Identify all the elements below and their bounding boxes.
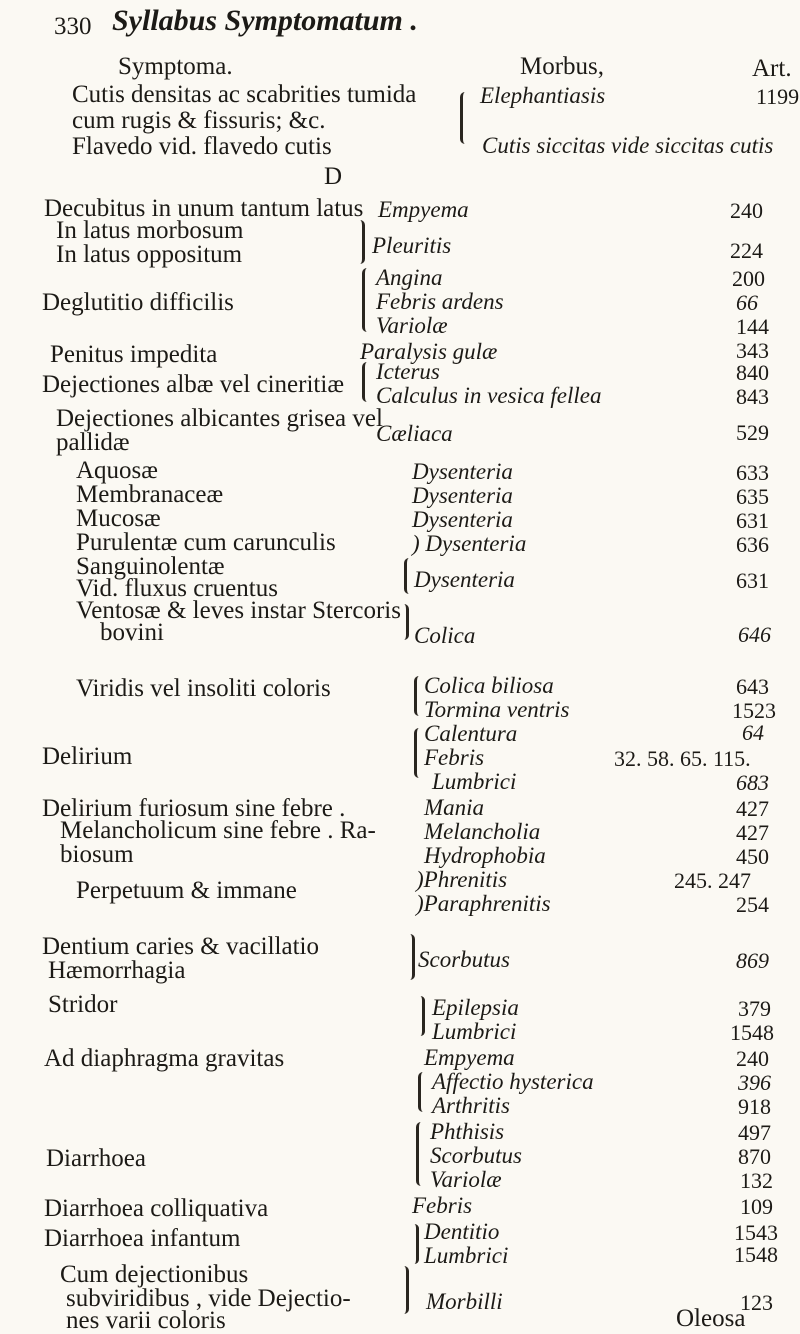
symptom-subviridibus: subviridibus , vide Dejectio- <box>66 1285 351 1312</box>
symptom-perpetuum: Perpetuum & immane <box>76 877 297 904</box>
disease-dysenteria: Dysenteria <box>412 507 513 532</box>
disease-variolae: Variolæ <box>430 1167 502 1192</box>
disease-elephantiasis: Elephantiasis <box>480 83 606 108</box>
art-number: 343 <box>736 338 769 363</box>
disease-lumbrici: Lumbrici <box>432 1019 517 1044</box>
art-number: 32. 58. 65. 115. <box>614 746 751 771</box>
art-number: 646 <box>738 622 771 647</box>
art-number: 840 <box>736 360 769 385</box>
symptom-melancholicum: Melancholicum sine febre . Ra- <box>60 817 376 844</box>
art-number: 200 <box>732 266 765 291</box>
disease-icterus: Icterus <box>376 359 440 384</box>
disease-melancholia: Melancholia <box>424 819 541 844</box>
symptom-diaphragma: Ad diaphragma gravitas <box>44 1045 285 1072</box>
symptom-cum-dejectionibus: Cum dejectionibus <box>60 1261 249 1288</box>
symptom-dejectiones-albicantes: Dejectiones albicantes grisea vel <box>56 405 383 432</box>
art-number: 1548 <box>730 1020 774 1045</box>
art-number: 123 <box>740 1290 773 1315</box>
symptom-stridor: Stridor <box>48 991 118 1018</box>
disease-angina: Angina <box>376 265 443 290</box>
symptom-varii-coloris: nes varii coloris <box>66 1307 226 1334</box>
disease-affectio-hysterica: Affectio hysterica <box>432 1069 594 1094</box>
disease-paraphrenitis: )Paraphrenitis <box>416 891 551 916</box>
art-number: 683 <box>736 770 769 795</box>
art-number: 633 <box>736 460 769 485</box>
art-number: 396 <box>738 1070 771 1095</box>
disease-calculus: Calculus in vesica fellea <box>376 383 602 408</box>
disease-febris: Febris <box>412 1193 473 1218</box>
disease-phthisis: Phthisis <box>430 1119 505 1144</box>
art-number: 240 <box>736 1046 769 1071</box>
symptom-viridis: Viridis vel insoliti coloris <box>76 675 331 702</box>
brace <box>416 1122 429 1186</box>
art-number: 869 <box>736 948 769 973</box>
art-number: 144 <box>736 314 769 339</box>
symptom-dejectiones-albae: Dejectiones albæ vel cineritiæ <box>42 371 344 398</box>
disease-dentitio: Dentitio <box>424 1219 500 1244</box>
art-number: 643 <box>736 674 769 699</box>
art-number: 497 <box>738 1120 771 1145</box>
symptom-sanguinolentae: Sanguinolentæ <box>76 553 225 580</box>
brace <box>418 1072 429 1112</box>
disease-colica-biliosa: Colica biliosa <box>424 673 554 698</box>
catchword: Oleosa <box>676 1305 746 1332</box>
art-number: 66 <box>736 290 758 315</box>
disease-dysenteria: Dysenteria <box>412 483 513 508</box>
brace <box>410 1224 419 1264</box>
disease-lumbrici: Lumbrici <box>432 769 517 794</box>
brace <box>398 1266 409 1314</box>
disease-scorbutus: Scorbutus <box>430 1143 522 1168</box>
art-number: 109 <box>740 1194 773 1219</box>
art-number: 918 <box>738 1094 771 1119</box>
art-number: 254 <box>736 892 769 917</box>
art-number: 224 <box>730 238 763 263</box>
symptom-diarrhoea-infantum: Diarrhoea infantum <box>44 1225 241 1252</box>
brace <box>362 362 375 402</box>
art-number: 529 <box>736 420 769 445</box>
symptom-flavedo: Flavedo vid. flavedo cutis <box>72 133 332 160</box>
running-title: Syllabus Symptomatum . <box>112 4 418 37</box>
symptom-latus-oppositum: In latus oppositum <box>56 241 243 268</box>
brace <box>362 268 375 332</box>
symptom-purulentae: Purulentæ cum carunculis <box>76 529 336 556</box>
symptom-haemorrhagia: Hæmorrhagia <box>48 957 186 984</box>
brace <box>460 92 473 144</box>
disease-phrenitis: )Phrenitis <box>416 867 508 892</box>
art-number: 1543 <box>734 1220 778 1245</box>
art-number: 631 <box>736 568 769 593</box>
disease-pleuritis: Pleuritis <box>372 233 452 258</box>
disease-caeliaca: Cæliaca <box>376 421 453 446</box>
art-number: 64 <box>742 720 764 745</box>
disease-empyema: Empyema <box>424 1045 515 1070</box>
art-number: 870 <box>738 1144 771 1169</box>
symptom-diarrhoea: Diarrhoea <box>46 1145 146 1172</box>
art-number: 635 <box>736 484 769 509</box>
symptom-latus-morbosum: In latus morbosum <box>56 217 244 244</box>
symptom-delirium: Delirium <box>42 743 133 770</box>
disease-hydrophobia: Hydrophobia <box>424 843 546 868</box>
disease-cutis-siccitas: Cutis siccitas vide siccitas cutis <box>482 133 774 158</box>
disease-febris: Febris <box>424 745 485 770</box>
art-number: 427 <box>736 820 769 845</box>
section-letter: D <box>324 163 343 190</box>
symptom-cutis-densitas: Cutis densitas ac scabrities tumida <box>72 81 417 108</box>
symptom-dentium-caries: Dentium caries & vacillatio <box>42 933 319 960</box>
brace <box>354 220 365 264</box>
disease-morbilli: Morbilli <box>426 1289 503 1314</box>
disease-febris-ardens: Febris ardens <box>376 289 504 314</box>
art-number: 240 <box>730 198 763 223</box>
disease-colica: Colica <box>414 623 476 648</box>
art-number: 636 <box>736 532 769 557</box>
art-number: 843 <box>736 384 769 409</box>
column-heading-disease: Morbus, <box>520 53 605 80</box>
art-number: 245. 247 <box>674 868 751 893</box>
disease-variolae: Variolæ <box>376 313 448 338</box>
symptom-bovini: bovini <box>100 619 164 646</box>
disease-dysenteria: Dysenteria <box>414 567 515 592</box>
brace <box>404 934 415 980</box>
symptom-decubitus: Decubitus in unum tantum latus <box>44 195 364 222</box>
symptom-pallidae: pallidæ <box>56 429 130 456</box>
art-number: 379 <box>738 996 771 1021</box>
symptom-penitus-impedita: Penitus impedita <box>50 341 218 368</box>
brace <box>398 604 409 640</box>
disease-dysenteria: ) Dysenteria <box>412 531 527 556</box>
column-heading-symptom: Symptoma. <box>118 53 233 80</box>
disease-scorbutus: Scorbutus <box>418 947 510 972</box>
art-number: 427 <box>736 796 769 821</box>
symptom-membranaceae: Membranaceæ <box>76 481 224 508</box>
symptom-rabiosum: biosum <box>60 841 134 868</box>
disease-arthritis: Arthritis <box>432 1093 510 1118</box>
disease-dysenteria: Dysenteria <box>412 459 513 484</box>
page-number: 330 <box>54 13 92 40</box>
art-number: 1523 <box>732 698 776 723</box>
column-heading-art: Art. <box>752 55 792 82</box>
art-number: 1199 <box>756 84 800 109</box>
disease-tormina-ventris: Tormina ventris <box>424 697 570 722</box>
symptom-deglutitio: Deglutitio difficilis <box>42 289 234 316</box>
art-number: 1548 <box>734 1242 778 1267</box>
symptom-diarrhoea-colliquativa: Diarrhoea colliquativa <box>44 1195 269 1222</box>
art-number: 631 <box>736 508 769 533</box>
disease-empyema: Empyema <box>378 197 469 222</box>
art-number: 132 <box>740 1168 773 1193</box>
symptom-delirium-furiosum: Delirium furiosum sine febre . <box>42 795 346 822</box>
disease-epilepsia: Epilepsia <box>432 995 519 1020</box>
disease-lumbrici: Lumbrici <box>424 1243 509 1268</box>
disease-calentura: Calentura <box>424 721 518 746</box>
art-number: 450 <box>736 844 769 869</box>
symptom-fluxus-cruentus: Vid. fluxus cruentus <box>76 575 278 602</box>
symptom-mucosae: Mucosæ <box>76 505 161 532</box>
brace <box>416 996 425 1036</box>
disease-paralysis-gulae: Paralysis gulæ <box>360 339 498 364</box>
symptom-cutis-densitas-cont: cum rugis & fissuris; &c. <box>72 107 326 134</box>
disease-mania: Mania <box>424 795 485 820</box>
symptom-aquosae: Aquosæ <box>76 457 158 484</box>
symptom-ventosae: Ventosæ & leves instar Stercoris <box>76 597 401 624</box>
